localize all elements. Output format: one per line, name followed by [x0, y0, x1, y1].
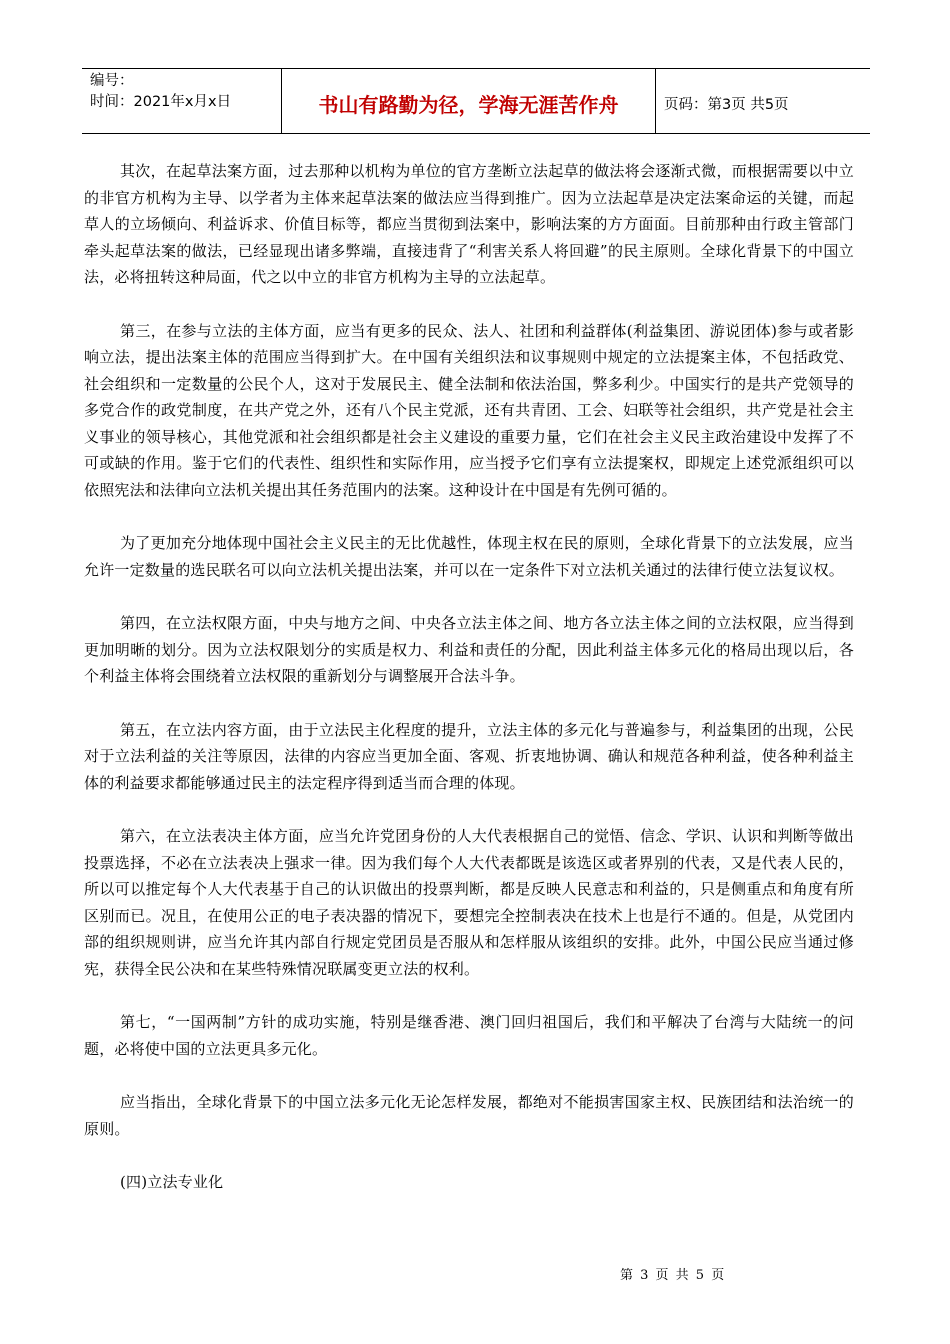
paragraph-voters: 为了更加充分地体现中国社会主义民主的无比优越性，体现主权在民的原则，全球化背景下的立法发展，应当允许一定数量的选民联名可以向立法机关提出法案，并可以在一定条件下对立法机关通过的法律行使立法复议权。 [84, 534, 854, 579]
paragraph-one-country: 第七，“一国两制”方针的成功实施，特别是继香港、澳门回归祖国后，我们和平解决了台湾与大陆统一的问题，必将使中国的立法更具多元化。 [84, 1013, 854, 1058]
page-footer: 第 3 页 共 5 页 [620, 1268, 725, 1283]
document-body [84, 158, 854, 1196]
header-motto: 书山有路勤为径，学海无涯苦作舟 [282, 69, 656, 133]
paragraph-authority: 第四，在立法权限方面，中央与地方之间、中央各立法主体之间、地方各立法主体之间的立法权限，应当得到更加明晰的划分。因为立法权限划分的实质是权力、利益和责任的分配，因此利益主体多元化的格局出现以后，各个利益主体将会围绕着立法权限的重新划分与调整展开合法斗争。 [84, 614, 854, 685]
section-heading: (四)立法专业化 [120, 1173, 224, 1191]
header-page-number: 页码：第3页 共5页 [664, 96, 789, 113]
paragraph-conclusion: 应当指出，全球化背景下的中国立法多元化无论怎样发展，都绝对不能损害国家主权、民族团结和法治统一的原则。 [84, 1093, 854, 1138]
paragraph-drafting: 其次，在起草法案方面，过去那种以机构为单位的官方垄断立法起草的做法将会逐渐式微，而根据需要以中立的非官方机构为主导、以学者为主体来起草法案的做法应当得到推广。因为立法起草是决定法案命运的关键，而起草人的立场倾向、利益诉求、价值目标等，都应当贯彻到法案中，影响法案的方方面面。目前那种由行政主管部门牵头起草法案的做法，已经显现出诸多弊端，直接违背了“利害关系人将回避”的民主原则。全球化背景下的中国立法，必将扭转这种局面，代之以中立的非官方机构为主导的立法起草。 [84, 162, 854, 286]
paragraph-participants: 第三，在参与立法的主体方面，应当有更多的民众、法人、社团和利益群体(利益集团、游说团体)参与或者影响立法，提出法案主体的范围应当得到扩大。在中国有关组织法和议事规则中规定的立法提案主体，不包括政党、社会组织和一定数量的公民个人，这对于发展民主、健全法制和依法治国，弊多利少。中国实行的是共产党领导的多党合作的政党制度，在共产党之外，还有八个民主党派，还有共青团、工会、妇联等社会组织，共产党是社会主义事业的领导核心，其他党派和社会组织都是社会主义建设的重要力量，它们在社会主义民主政治建设中发挥了不可或缺的作用。鉴于它们的代表性、组织性和实际作用，应当授予它们享有立法提案权，即规定上述党派组织可以依照宪法和法律向立法机关提出其任务范围内的法案。这种设计在中国是有先例可循的。 [84, 321, 854, 499]
header-meta [82, 69, 282, 133]
page-header [82, 68, 870, 134]
document-number-label: 编号： [90, 73, 134, 89]
paragraph-content: 第五，在立法内容方面，由于立法民主化程度的提升，立法主体的多元化与普遍参与，利益集团的出现，公民对于立法利益的关注等原因，法律的内容应当更加全面、客观、折衷地协调、确认和规范各种利益，使各种利益主体的利益要求都能够通过民主的法定程序得到适当而合理的体现。 [84, 720, 854, 792]
document-time-label: 时间：2021年x月x日 [90, 94, 232, 110]
paragraph-voting: 第六，在立法表决主体方面，应当允许党团身份的人大代表根据自己的觉悟、信念、学识、认识和判断等做出投票选择，不必在立法表决上强求一律。因为我们每个人大代表都既是该选区或者界别的代表，又是代表人民的，所以可以推定每个人大代表基于自己的认识做出的投票判断，都是反映人民意志和利益的，只是侧重点和角度有所区别而已。况且，在使用公正的电子表决器的情况下，要想完全控制表决在技术上也是行不通的。但是，从党团内部的组织规则讲，应当允许其内部自行规定党团员是否服从和怎样服从该组织的安排。此外，中国公民应当通过修宪，获得全民公决和在某些特殊情况联属变更立法的权利。 [84, 827, 854, 978]
